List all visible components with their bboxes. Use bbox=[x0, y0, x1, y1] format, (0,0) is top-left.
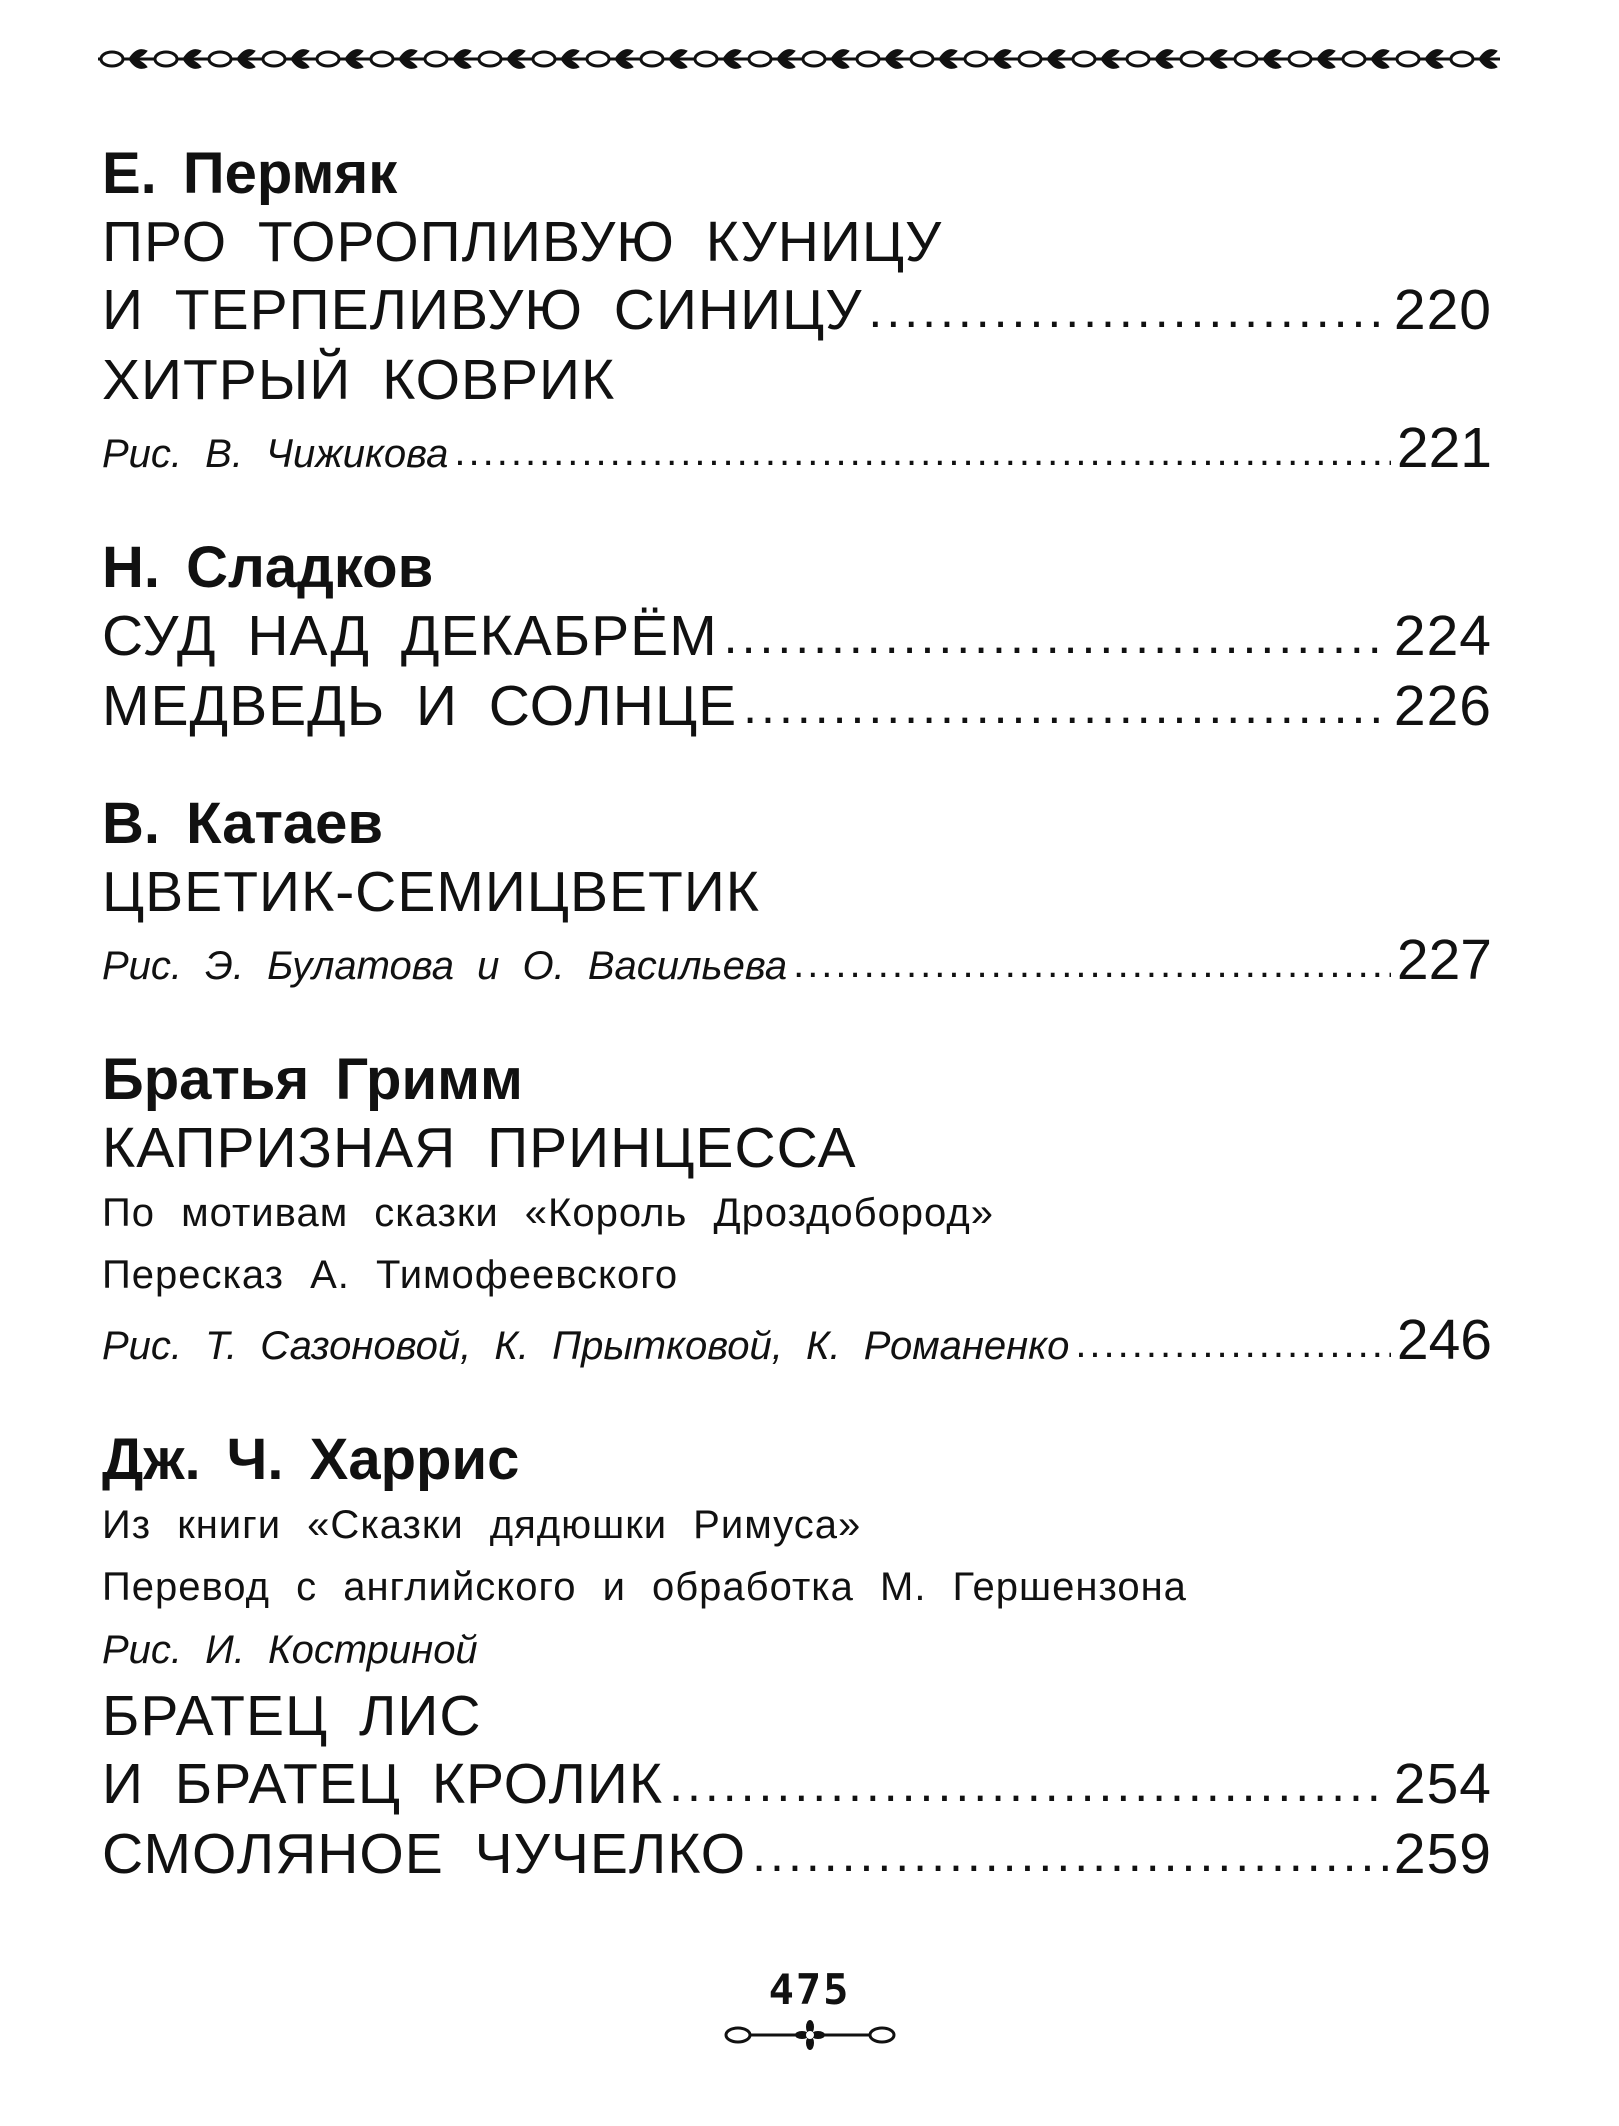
toc-section bbox=[102, 1426, 1492, 1890]
toc-section bbox=[102, 1046, 1492, 1378]
toc-section bbox=[102, 790, 1492, 998]
author-name: Е. Пермяк bbox=[102, 141, 398, 206]
dot-leader bbox=[743, 670, 1388, 740]
page-ref: 224 bbox=[1393, 604, 1492, 668]
toc-entry bbox=[102, 672, 1492, 742]
source-note: Пересказ А. Тимофеевского bbox=[102, 1253, 679, 1297]
story-title: ЦВЕТИК-СЕМИЦВЕТИК bbox=[102, 860, 760, 924]
toc-entry bbox=[102, 1820, 1492, 1890]
toc-section bbox=[102, 534, 1492, 742]
dot-leader bbox=[793, 932, 1391, 996]
page-ref: 227 bbox=[1396, 928, 1492, 992]
source-note: Перевод с английского и обработка М. Гершензона bbox=[102, 1565, 1187, 1609]
author-name: В. Катаев bbox=[102, 791, 384, 856]
author-name: Н. Сладков bbox=[102, 535, 434, 600]
story-title: КАПРИЗНАЯ ПРИНЦЕССА bbox=[102, 1116, 857, 1180]
illustrator-credit: Рис. И. Костриной bbox=[102, 1628, 478, 1672]
dot-leader bbox=[454, 420, 1391, 484]
story-title: ПРО ТОРОПЛИВУЮ КУНИЦУ bbox=[102, 210, 943, 274]
story-title: БРАТЕЦ ЛИС bbox=[102, 1684, 482, 1748]
table-of-contents bbox=[102, 140, 1492, 1938]
illustrator-credit: Рис. В. Чижикова bbox=[102, 432, 449, 476]
story-title: МЕДВЕДЬ И СОЛНЦЕ bbox=[102, 674, 738, 738]
dot-leader bbox=[669, 1748, 1388, 1818]
illustrator-credit: Рис. Э. Булатова и О. Васильева bbox=[102, 944, 788, 988]
flower-ornament-icon bbox=[720, 2020, 900, 2050]
source-note: Из книги «Сказки дядюшки Римуса» bbox=[102, 1503, 862, 1547]
page-number: 475 bbox=[768, 1965, 851, 2014]
page-ref: 246 bbox=[1396, 1308, 1492, 1372]
story-title: ХИТРЫЙ КОВРИК bbox=[102, 348, 616, 412]
author-name: Дж. Ч. Харрис bbox=[102, 1427, 520, 1492]
page-ref: 221 bbox=[1396, 416, 1492, 480]
dot-leader bbox=[868, 274, 1387, 344]
dot-leader bbox=[1075, 1312, 1391, 1376]
page-ref: 259 bbox=[1393, 1822, 1492, 1886]
illustrator-entry bbox=[102, 1306, 1492, 1378]
page-ref: 254 bbox=[1393, 1752, 1492, 1816]
story-title: И ТЕРПЕЛИВУЮ СИНИЦУ bbox=[102, 278, 863, 342]
toc-entry bbox=[102, 1750, 1492, 1820]
illustrator-credit: Рис. Т. Сазоновой, К. Прытковой, К. Романенко bbox=[102, 1324, 1070, 1368]
illustrator-entry bbox=[102, 414, 1492, 486]
story-title: И БРАТЕЦ КРОЛИК bbox=[102, 1752, 664, 1816]
dot-leader bbox=[752, 1818, 1388, 1888]
story-title: СМОЛЯНОЕ ЧУЧЕЛКО bbox=[102, 1822, 747, 1886]
page-footer bbox=[0, 1965, 1619, 2050]
toc-entry bbox=[102, 276, 1492, 346]
leaf-vine-border-icon bbox=[98, 42, 1500, 76]
dot-leader bbox=[724, 600, 1388, 670]
illustrator-entry bbox=[102, 926, 1492, 998]
page-ref: 226 bbox=[1393, 674, 1492, 738]
page-ref: 220 bbox=[1393, 278, 1492, 342]
author-name: Братья Гримм bbox=[102, 1047, 523, 1112]
source-note: По мотивам сказки «Король Дроздобород» bbox=[102, 1191, 995, 1235]
toc-entry bbox=[102, 602, 1492, 672]
story-title: СУД НАД ДЕКАБРЁМ bbox=[102, 604, 718, 668]
toc-section bbox=[102, 140, 1492, 486]
